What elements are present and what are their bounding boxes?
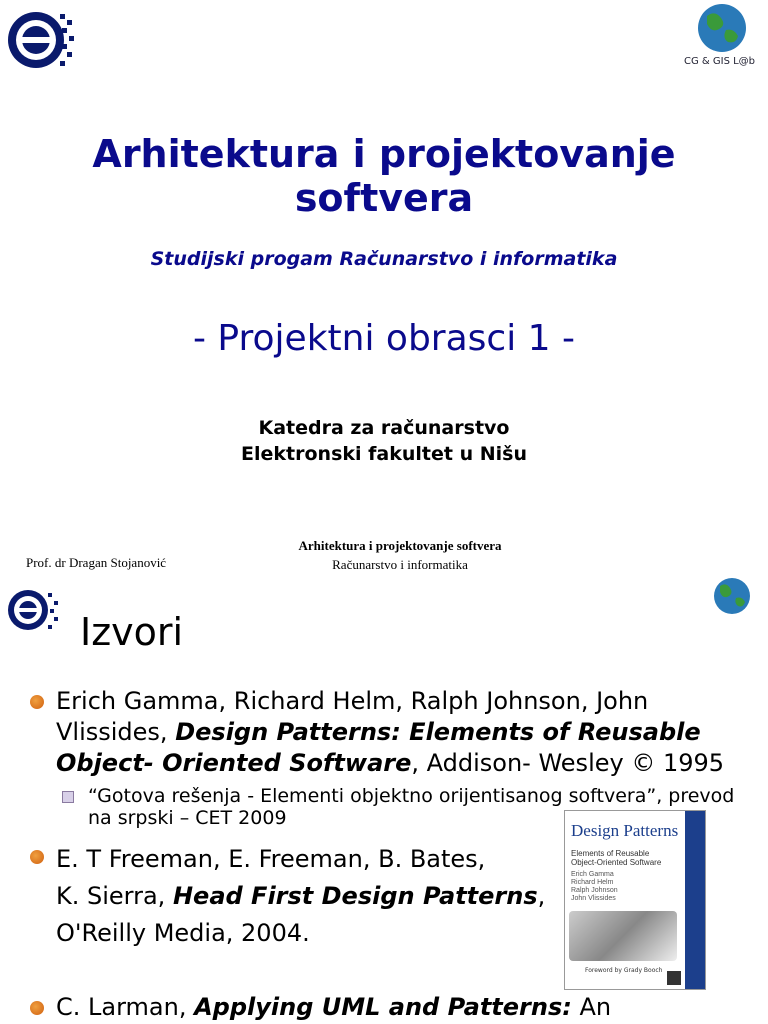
ref-3-book-title: Applying UML and Patterns:: [194, 993, 572, 1021]
sub-bullet-icon: [62, 791, 74, 803]
ref-3-cont: An: [571, 993, 612, 1021]
slide-subtitle: Studijski progam Računarstvo i informatika: [150, 248, 618, 270]
ref-2-comma: ,: [537, 882, 546, 910]
footer-program: Računarstvo i informatika: [332, 557, 468, 572]
department-line-2: Elektronski fakultet u Nišu: [241, 443, 527, 465]
book-author: Richard Helm: [571, 879, 614, 886]
faculty-logo: [6, 4, 78, 76]
lab-logo-text: CG & GIS L@b: [684, 56, 756, 67]
list-item: [30, 686, 750, 782]
bullet-icon: [30, 1001, 44, 1015]
department: [40, 415, 728, 467]
ref-1-book-title-cont: Object- Oriented Software: [56, 749, 412, 777]
cg-gis-lab-logo-small: [700, 576, 764, 632]
globe-small-icon: [700, 576, 764, 632]
publisher-logo-icon: [667, 971, 681, 985]
book-author: John Vlissides: [571, 895, 616, 902]
book-title: Design Patterns: [571, 821, 679, 840]
ref-1-line-1: Erich Gamma, Richard Helm, Ralph Johnson, John: [56, 687, 649, 715]
list-item: [30, 992, 750, 1024]
bullet-icon: [30, 695, 44, 709]
bullet-icon: [30, 850, 44, 864]
ref-3-text: C. Larman,: [56, 993, 195, 1021]
ref-1-book-title: Design Patterns: Elements of Reusable: [175, 718, 701, 746]
ref-1-translation: “Gotova rešenja - Elementi objektno orijentisanog softvera”, prevod: [88, 785, 735, 807]
book-subtitle-1: Elements of Reusable: [571, 849, 650, 858]
book-author: Erich Gamma: [571, 871, 614, 878]
footer-course: Arhitektura i projektovanje softvera: [298, 538, 502, 553]
ref-1-translation-cont: na srpski – CET 2009: [88, 807, 287, 829]
list-item: [30, 841, 550, 947]
faculty-logo-small-icon: [4, 585, 64, 635]
ref-2-line-1: E. T Freeman, E. Freeman, B. Bates,: [56, 845, 486, 873]
department-line-1: Katedra za računarstvo: [258, 417, 510, 439]
book-spine: [685, 811, 705, 989]
book-authors: [571, 871, 618, 903]
footer-center: [200, 536, 600, 574]
ref-2-text: K. Sierra,: [56, 882, 173, 910]
slide-title: Arhitektura i projektovanje softvera: [92, 132, 676, 220]
book-foreword: Foreword by Grady Booch: [585, 967, 663, 974]
footer-author: Prof. dr Dragan Stojanović: [26, 555, 167, 570]
book-cover-art: [569, 911, 677, 961]
ref-1-publisher: , Addison- Wesley © 1995: [411, 749, 725, 777]
ref-2-publisher: O'Reilly Media, 2004.: [56, 919, 310, 947]
slide-2-title: Izvori: [80, 610, 184, 654]
faculty-logo-icon: [6, 4, 78, 76]
book-cover: [564, 810, 706, 990]
cg-gis-lab-logo: [682, 2, 764, 76]
book-subtitle-2: Object-Oriented Software: [571, 858, 662, 867]
ref-1-text: Vlissides,: [56, 718, 176, 746]
book-subtitle: [571, 849, 661, 867]
section-title: - Projektni obrasci 1 -: [193, 318, 575, 359]
ref-2-book-title: Head First Design Patterns: [172, 882, 538, 910]
faculty-logo-small: [4, 585, 64, 635]
book-author: Ralph Johnson: [571, 887, 618, 894]
